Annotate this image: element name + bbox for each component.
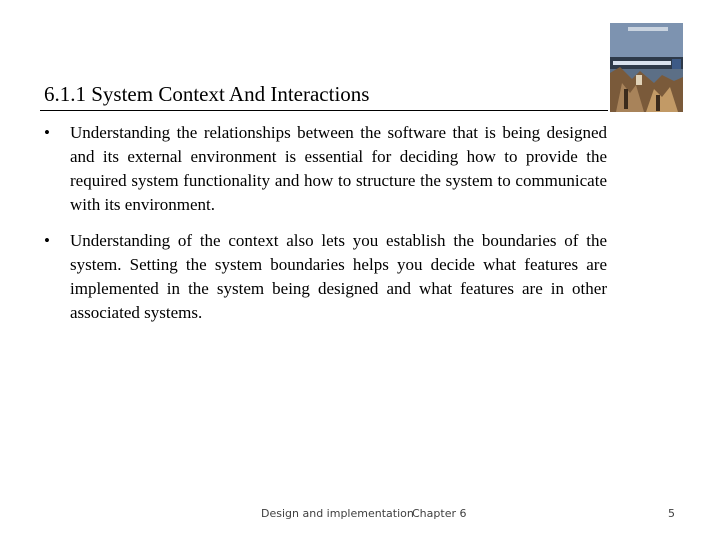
bullet-marker: • [44,123,50,142]
slide-title: 6.1.1 System Context And Interactions [44,82,370,106]
page-number: 5 [668,507,675,520]
bullet-item [44,229,607,325]
book-cover-icon [610,23,683,112]
title-underline [40,110,608,111]
bullet-text: Understanding the relationships between the software that is being designed and its external environment is essential for deciding how to provide the required system functionality and how to structure the system to communicate with its environment. [70,123,607,214]
bullet-item [44,121,607,217]
bullet-marker: • [44,231,50,250]
bullet-text: Understanding of the context also lets you establish the boundaries of the system. Setting the system boundaries helps you decide what features are implemented in the system being designed and what features are in other associated systems. [70,231,607,322]
footer-chapter: Chapter 6 [412,507,467,520]
footer-section-title: Design and implementation [261,507,414,520]
bullet-list [44,121,607,337]
